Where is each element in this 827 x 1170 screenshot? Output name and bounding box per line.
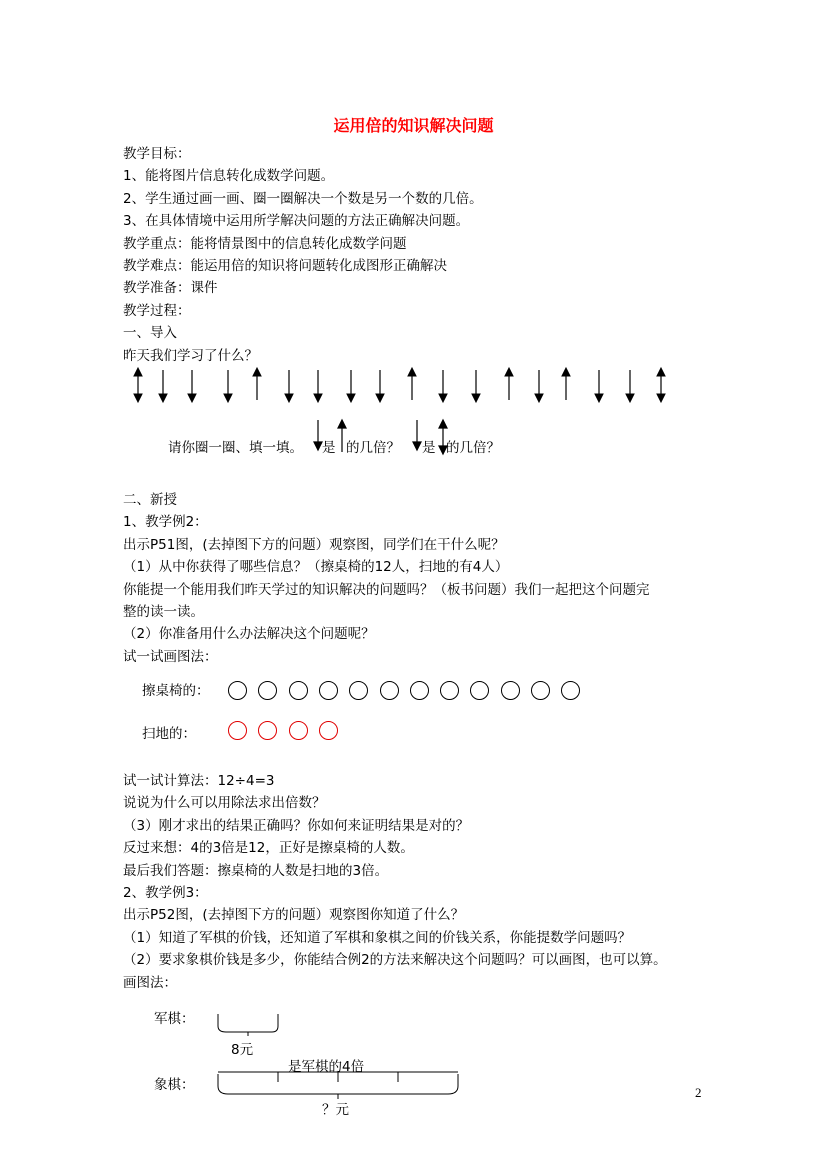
text-line: 昨天我们学习了什么？ bbox=[123, 347, 258, 364]
text-line: 画图法： bbox=[123, 974, 177, 991]
text-line: 3、在具体情境中运用所学解决问题的方法正确解决问题。 bbox=[123, 213, 470, 230]
circle bbox=[319, 721, 338, 740]
arrow-down bbox=[159, 370, 167, 402]
arrow-up bbox=[505, 368, 513, 400]
arrow-both bbox=[134, 368, 142, 402]
text-line: 一、导入 bbox=[123, 325, 177, 342]
text-line: 教学目标： bbox=[123, 146, 191, 162]
arrow-down bbox=[224, 370, 232, 402]
arrow-row-svg bbox=[125, 366, 685, 406]
arrow-down bbox=[626, 370, 634, 402]
text-line: 整的读一读。 bbox=[123, 604, 204, 620]
fill-is-2: 是 bbox=[422, 440, 436, 456]
xiangqi-price: ？元 bbox=[322, 1102, 349, 1118]
circle bbox=[561, 681, 580, 700]
arrow-down bbox=[347, 370, 355, 402]
text-line: 2、教学例3： bbox=[123, 885, 208, 901]
junqi-bracket bbox=[214, 1010, 284, 1036]
fill-prompt-lead: 请你圈一圈、填一填。 bbox=[168, 440, 303, 456]
circle bbox=[470, 681, 489, 700]
text-line: 教学重点：能将情景图中的信息转化成数学问题 bbox=[123, 235, 407, 252]
text-line: （1）从中你获得了哪些信息？（擦桌椅的12人，扫地的有4人） bbox=[123, 559, 509, 576]
text-line: （3）刚才求出的结果正确吗？你如何来证明结果是对的？ bbox=[123, 817, 470, 834]
circle bbox=[258, 681, 277, 700]
text-line: 二、新授 bbox=[123, 492, 177, 508]
text-line: 出示P51图，(去掉图下方的问题）观察图，同学们在干什么呢？ bbox=[123, 536, 505, 553]
arrow-down bbox=[535, 370, 543, 402]
text-line: 你能提一个能用我们昨天学过的知识解决的问题吗？（板书问题）我们一起把这个问题完 bbox=[123, 581, 650, 598]
text-line: 教学难点：能运用倍的知识将问题转化成图形正确解决 bbox=[123, 258, 447, 274]
text-line: 最后我们答题：擦桌椅的人数是扫地的3倍。 bbox=[123, 862, 389, 879]
arrow-down bbox=[285, 370, 293, 402]
fill-times-2: 的几倍？ bbox=[446, 440, 500, 456]
text-line: 说说为什么可以用除法求出倍数？ bbox=[123, 795, 326, 812]
circle bbox=[319, 681, 338, 700]
arrow-down bbox=[595, 370, 603, 402]
arrow-both bbox=[657, 368, 665, 402]
circle bbox=[501, 681, 520, 700]
text-line: 反过来想：4的3倍是12，正好是擦桌椅的人数。 bbox=[123, 840, 414, 857]
arrow-down bbox=[439, 370, 447, 402]
circle bbox=[289, 681, 308, 700]
text-line: 1、教学例2： bbox=[123, 514, 208, 531]
wipe-label: 擦桌椅的： bbox=[142, 683, 210, 699]
text-line: 出示P52图，(去掉图下方的问题）观察图你知道了什么？ bbox=[123, 907, 465, 924]
page-title: 运用倍的知识解决问题 bbox=[333, 116, 494, 135]
text-line: （1）知道了军棋的价钱，还知道了军棋和象棋之间的价钱关系，你能提数学问题吗？ bbox=[123, 929, 632, 946]
text-line: 教学准备：课件 bbox=[123, 280, 218, 297]
sweep-label: 扫地的： bbox=[142, 726, 196, 742]
xiangqi-bracket bbox=[214, 1070, 464, 1100]
arrow-down bbox=[188, 370, 196, 402]
fill-prompt bbox=[168, 436, 303, 456]
circle bbox=[289, 721, 308, 740]
fill-is-1: 是 bbox=[322, 440, 336, 456]
text-line: 试一试计算法：12÷4=3 bbox=[123, 773, 275, 789]
xiangqi-label: 象棋： bbox=[154, 1077, 195, 1093]
circle bbox=[531, 681, 550, 700]
text-line: 试一试画图法： bbox=[123, 648, 218, 665]
circle bbox=[440, 681, 459, 700]
arrow-down bbox=[376, 370, 384, 402]
junqi-label: 军棋： bbox=[154, 1011, 195, 1027]
arrow-up bbox=[408, 368, 416, 400]
junqi-price: 8元 bbox=[231, 1042, 254, 1058]
text-line: （2）你准备用什么办法解决这个问题呢？ bbox=[123, 626, 375, 643]
circle bbox=[349, 681, 368, 700]
arrow-up bbox=[562, 368, 570, 400]
arrow-down bbox=[472, 370, 480, 402]
fill-times-1: 的几倍？ bbox=[346, 440, 400, 456]
circle bbox=[380, 681, 399, 700]
page-number: 2 bbox=[695, 1085, 702, 1100]
text-line: 1、能将图片信息转化成数学问题。 bbox=[123, 168, 335, 185]
text-line: （2）要求象棋价钱是多少，你能结合例2的方法来解决这个问题吗？可以画图，也可以算。 bbox=[123, 952, 667, 969]
circle bbox=[258, 721, 277, 740]
relation-text: 是军棋的4倍 bbox=[288, 1059, 365, 1075]
circle bbox=[228, 681, 247, 700]
arrow-row bbox=[125, 366, 685, 406]
text-line: 教学过程： bbox=[123, 302, 191, 319]
text-line: 2、学生通过画一画、圈一圈解决一个数是另一个数的几倍。 bbox=[123, 190, 483, 207]
arrow-up bbox=[253, 368, 261, 400]
circle bbox=[410, 681, 429, 700]
circle bbox=[228, 721, 247, 740]
arrow-down bbox=[314, 370, 322, 402]
